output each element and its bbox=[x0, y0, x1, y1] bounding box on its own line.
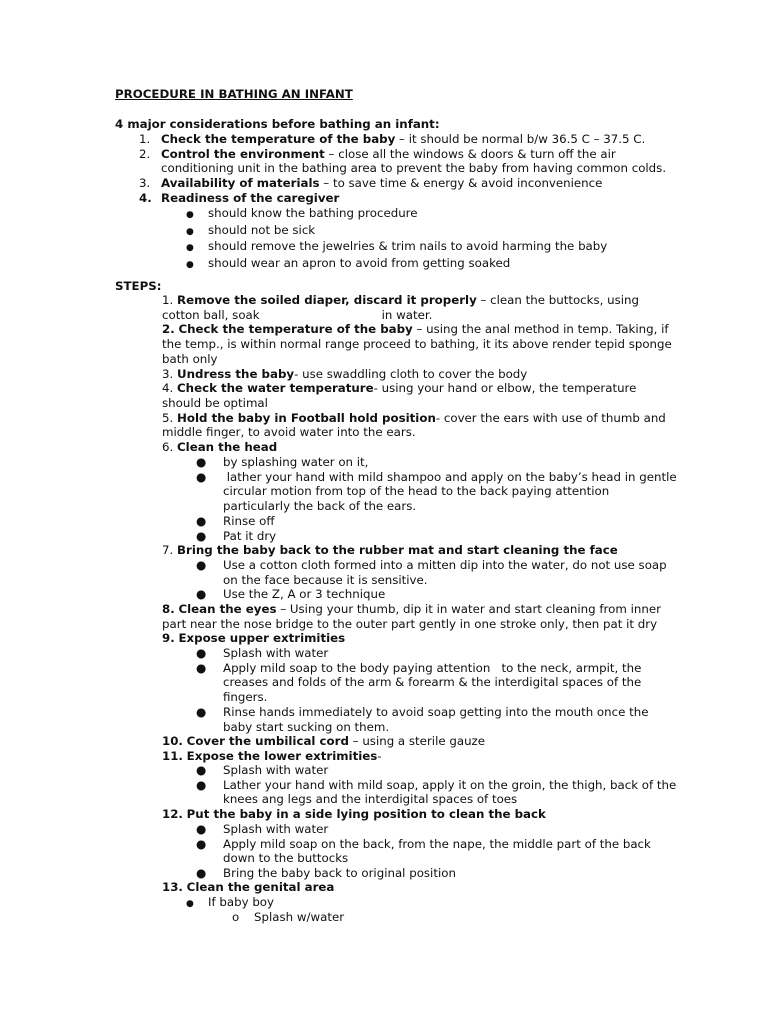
bullet-item: ● Rinse hands immediately to avoid soap getting into the mouth once the bbox=[196, 704, 649, 719]
step-6: 6. Clean the head bbox=[162, 440, 278, 455]
bullet-continuation: particularly the back of the ears. bbox=[223, 499, 417, 514]
list-item: 2. Control the environment – close all the windows & doors & turn off the air bbox=[139, 146, 616, 161]
considerations-heading: 4 major considerations before bathing an infant: bbox=[115, 117, 440, 131]
step-9: 9. Expose upper extrimities bbox=[162, 631, 346, 646]
bullet-item: ● Lather your hand with mild soap, apply it on the groin, the thigh, back of the bbox=[196, 777, 677, 792]
bullet-continuation: circular motion from top of the head to the back paying attention bbox=[223, 484, 610, 499]
step-1: 1. Remove the soiled diaper, discard it properly – clean the buttocks, using bbox=[162, 293, 640, 307]
considerations-list bbox=[139, 132, 667, 206]
step-13 bbox=[162, 880, 682, 895]
bullet-item: ● Splash with water bbox=[196, 822, 329, 836]
step-11-bullets bbox=[196, 763, 716, 807]
bullet-icon: ● bbox=[186, 210, 194, 220]
step-8-cont: part near the nose bridge to the outer part gently in one stroke only, then pat it dry bbox=[162, 616, 658, 631]
bullet-continuation: fingers. bbox=[223, 690, 268, 705]
step-4: 4. Check the water temperature- using your hand or elbow, the temperature bbox=[162, 381, 637, 396]
bullet-item: ● should know the bathing procedure bbox=[186, 206, 706, 223]
bullet-icon: ● bbox=[196, 587, 207, 602]
bullet-continuation: on the face because it is sensitive. bbox=[223, 572, 428, 587]
step-2: 2. Check the temperature of the baby – using the anal method in temp. Taking, if bbox=[162, 322, 669, 337]
bullet-item: ● Splash with water bbox=[196, 763, 329, 777]
bullet-item: ● Use the Z, A or 3 technique bbox=[196, 587, 386, 602]
bullet-icon: ● bbox=[196, 646, 207, 660]
bullet-icon: ● bbox=[186, 226, 194, 237]
bullet-item: ● Pat it dry bbox=[196, 528, 277, 543]
step-5-cont: middle finger, to avoid water into the ears. bbox=[162, 425, 416, 440]
step-7 bbox=[162, 543, 682, 558]
bullet-item: ● If baby boy bbox=[186, 895, 706, 912]
bullet-icon: ● bbox=[196, 660, 207, 675]
step-12-title: 12. Put the baby in a side lying position to clean the back bbox=[162, 807, 546, 821]
bullet-icon: ● bbox=[186, 243, 194, 254]
step-2-cont: the temp., is within normal range proceed to bathing, it its above render tepid sponge bbox=[162, 337, 672, 352]
step-7-bullets bbox=[196, 558, 716, 602]
bullet-continuation: knees ang legs and the interdigital spaces of toes bbox=[223, 792, 518, 807]
circle-bullet-icon: o bbox=[232, 910, 240, 924]
step-4-cont: should be optimal bbox=[162, 395, 268, 410]
bullet-continuation: baby start sucking on them. bbox=[223, 719, 390, 734]
bullet-icon: ● bbox=[196, 528, 207, 543]
step-13-title: 13. Clean the genital area bbox=[162, 880, 335, 894]
step-8: 8. Clean the eyes – Using your thumb, dip it in water and start cleaning from inner bbox=[162, 602, 661, 616]
bullet-item: ● should not be sick bbox=[186, 223, 706, 240]
bullet-item: ● Apply mild soap to the body paying attention to the neck, armpit, the bbox=[196, 660, 642, 675]
bullet-item: ● Bring the baby back to original position bbox=[196, 866, 456, 881]
caregiver-bullets bbox=[186, 206, 706, 273]
bullet-item: ● Apply mild soap on the back, from the nape, the middle part of the back bbox=[196, 836, 651, 851]
step-5: 5. Hold the baby in Football hold position- cover the ears with use of thumb and bbox=[162, 410, 666, 425]
bullet-icon: ● bbox=[196, 836, 207, 851]
steps-8-9 bbox=[162, 602, 682, 646]
list-item: 3. Availability of materials – to save time & energy & avoid inconvenience bbox=[139, 176, 603, 191]
step-12-bullets bbox=[196, 822, 716, 881]
bullet-icon: ● bbox=[196, 469, 207, 484]
step-9-bullets bbox=[196, 646, 716, 734]
bullet-item: ● Use a cotton cloth formed into a mitten dip into the water, do not use soap bbox=[196, 558, 667, 572]
steps-heading: STEPS: bbox=[115, 279, 162, 293]
step-12 bbox=[162, 807, 682, 822]
step-6-bullets bbox=[196, 455, 716, 543]
steps-10-11 bbox=[162, 734, 682, 763]
bullet-item: ● lather your hand with mild shampoo and apply on the baby’s head in gentle bbox=[196, 469, 677, 484]
bullet-icon: ● bbox=[196, 455, 207, 469]
step-11: 11. Expose the lower extrimities- bbox=[162, 748, 382, 763]
list-item-continuation: conditioning unit in the bathing area to prevent the baby from having common colds. bbox=[161, 161, 667, 176]
steps-1-5 bbox=[162, 293, 682, 455]
bullet-icon: ● bbox=[196, 558, 207, 572]
step-3: 3. Undress the baby- use swaddling cloth to cover the body bbox=[162, 366, 528, 381]
bullet-item: o Splash w/water bbox=[232, 910, 345, 924]
bullet-icon: ● bbox=[196, 704, 207, 719]
bullet-item: ● should remove the jewelries & trim nails to avoid harming the baby bbox=[186, 239, 706, 256]
bullet-icon: ● bbox=[196, 822, 207, 836]
step-2-cont: bath only bbox=[162, 351, 218, 366]
bullet-icon: ● bbox=[186, 899, 194, 909]
step-10: 10. Cover the umbilical cord – using a sterile gauze bbox=[162, 734, 486, 748]
bullet-item: ● Rinse off bbox=[196, 513, 275, 528]
bullet-continuation: down to the buttocks bbox=[223, 851, 349, 866]
step-7-title: 7. Bring the baby back to the rubber mat and start cleaning the face bbox=[162, 543, 618, 557]
bullet-item: ● Splash with water bbox=[196, 646, 329, 660]
bullet-icon: ● bbox=[196, 777, 207, 792]
bullet-item: ● should wear an apron to avoid from getting soaked bbox=[186, 256, 706, 273]
list-item: 1. Check the temperature of the baby – it should be normal b/w 36.5 C – 37.5 C. bbox=[139, 132, 646, 146]
bullet-icon: ● bbox=[196, 513, 207, 528]
bullet-continuation: creases and folds of the arm & forearm & the interdigital spaces of the bbox=[223, 675, 642, 690]
step-13-subsub bbox=[232, 910, 752, 925]
list-item: 4. Readiness of the caregiver bbox=[139, 190, 340, 205]
bullet-item: ● by splashing water on it, bbox=[196, 455, 369, 469]
bullet-icon: ● bbox=[196, 866, 207, 881]
page-title: PROCEDURE IN BATHING AN INFANT bbox=[115, 87, 353, 101]
bullet-icon: ● bbox=[186, 260, 194, 271]
step-1-cont: cotton ball, soak in water. bbox=[162, 307, 433, 322]
bullet-icon: ● bbox=[196, 763, 207, 777]
